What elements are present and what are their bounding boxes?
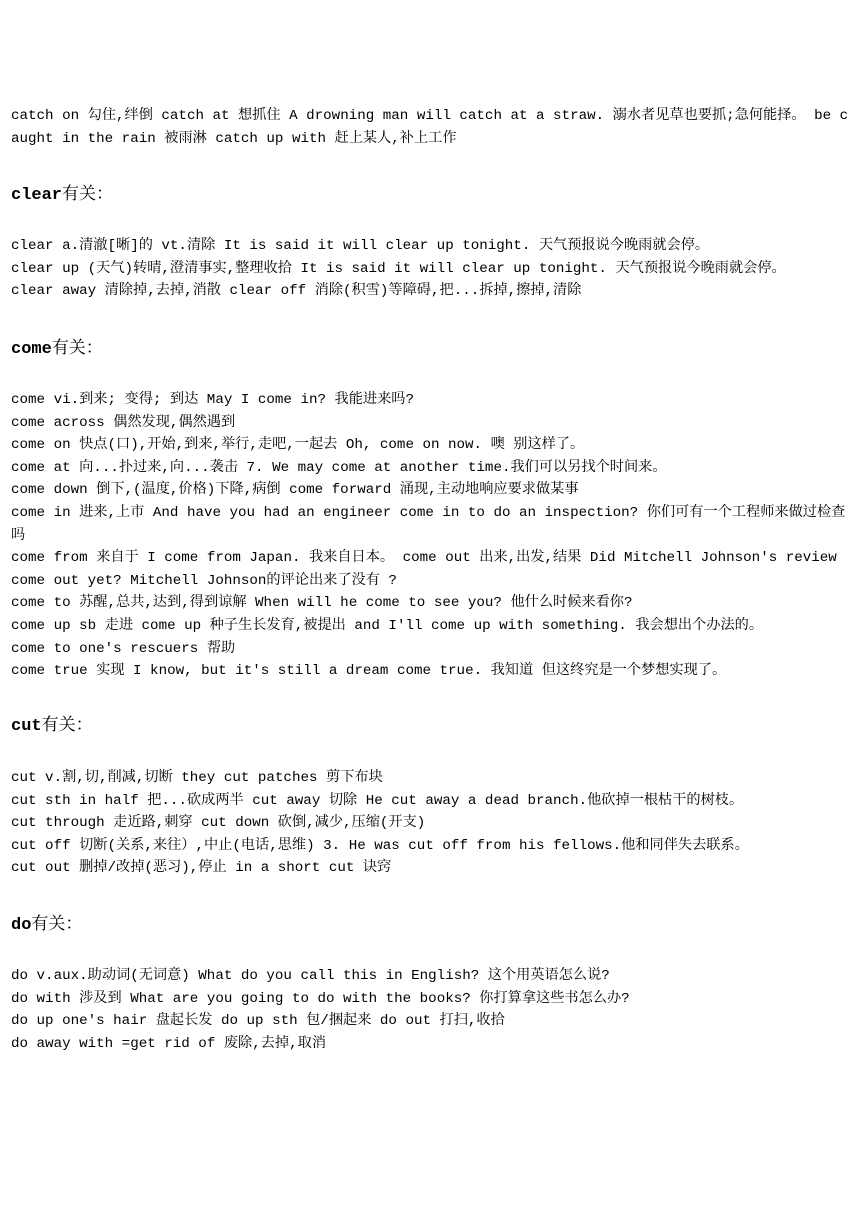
heading-word: do: [11, 916, 32, 935]
section-cut: [11, 712, 851, 740]
section-cut-body: [11, 767, 851, 880]
section-catch: [11, 105, 851, 150]
section-heading: [11, 181, 851, 209]
section-clear-body: [11, 235, 860, 303]
entry-line: do v.aux.助动词(无词意) What do you call this in English? 这个用英语怎么说?: [11, 968, 610, 984]
heading-suffix: 有关：: [31, 914, 83, 934]
entry-line: do up one's hair 盘起长发 do up sth 包/捆起来 do out 打扫,收拾: [11, 1013, 505, 1030]
section-heading: [11, 712, 851, 740]
heading-word: clear: [11, 186, 63, 205]
entry-line: cut off 切断(关系,来往）,中止(电话,思维) 3. He was cut off from his fellows.他和同伴失去联系。: [11, 837, 749, 854]
entry-line: come vi.到来; 变得; 到达 May I come in? 我能进来吗?: [11, 392, 414, 408]
entry-line: clear away 清除掉,去掉,消散 clear off 消除(积雪)等障碍,把...拆掉,擦掉,清除: [11, 283, 582, 300]
entry-line: clear a.清澈[晰]的 vt.清除 It is said it will clear up tonight. 天气预报说今晚雨就会停。: [11, 238, 710, 254]
section-come: [11, 335, 851, 363]
entry-line: come down 倒下,(温度,价格)下降,病倒 come forward 涌现,主动地响应要求做某事: [11, 482, 579, 499]
entry-line: cut through 走近路,刺穿 cut down 砍倒,减少,压缩(开支): [11, 815, 426, 832]
entry-line: catch on 勾住,绊倒 catch at 想抓住 A drowning man will catch at a straw. 溺水者见草也要抓;急何能择。 be caught in the rain 被雨淋 catch up with 赶上某人,补上工作: [11, 108, 849, 147]
heading-word: come: [11, 340, 52, 359]
entry-line: do with 涉及到 What are you going to do with the books? 你打算拿这些书怎么办?: [11, 990, 630, 1007]
entry-line: come from 来自于 I come from Japan. 我来自日本。 come out 出来,出发,结果 Did Mitchell Johnson's review come out yet? Mitchell Johnson的评论出来了没有 ?: [11, 550, 837, 589]
heading-suffix: 有关：: [62, 184, 114, 204]
section-heading: [11, 911, 851, 939]
heading-suffix: 有关：: [51, 338, 103, 358]
entry-line: come across 偶然发现,偶然遇到: [11, 414, 236, 431]
entry-line: come to 苏醒,总共,达到,得到谅解 When will he come to see you? 他什么时候来看你?: [11, 595, 633, 612]
section-do-body: [11, 965, 851, 1055]
section-clear: [11, 181, 851, 209]
section-heading: [11, 335, 851, 363]
entry-line: cut out 删掉/改掉(恶习),停止 in a short cut 诀窍: [11, 860, 392, 877]
entry-line: do away with =get rid of 废除,去掉,取消: [11, 1035, 327, 1052]
entry-line: come to one's rescuers 帮助: [11, 640, 236, 657]
entry-line: clear up (天气)转晴,澄清事实,整理收拾 It is said it will clear up tonight. 天气预报说今晚雨就会停。: [11, 260, 786, 277]
heading-suffix: 有关：: [41, 715, 93, 735]
entry-line: come on 快点(口),开始,到来,举行,走吧,一起去 Oh, come on now. 噢 别这样了。: [11, 437, 585, 454]
entry-line: come at 向...扑过来,向...袭击 7. We may come at another time.我们可以另找个时间来。: [11, 459, 667, 476]
section-do: [11, 911, 851, 939]
entry-line: come in 进来,上市 And have you had an engineer come in to do an inspection? 你们可有一个工程师来做过检查吗: [11, 504, 846, 544]
entry-line: come true 实现 I know, but it's still a dream come true. 我知道 但这终究是一个梦想实现了。: [11, 663, 727, 680]
entry-line: come up sb 走进 come up 种子生长发育,被提出 and I'll come up with something. 我会想出个办法的。: [11, 617, 764, 634]
heading-word: cut: [11, 717, 42, 736]
entry-line: cut sth in half 把...砍成两半 cut away 切除 He cut away a dead branch.他砍掉一根枯干的树枝。: [11, 792, 744, 809]
section-come-body: [11, 389, 851, 683]
entry-line: cut v.割,切,削减,切断 they cut patches 剪下布块: [11, 770, 383, 786]
